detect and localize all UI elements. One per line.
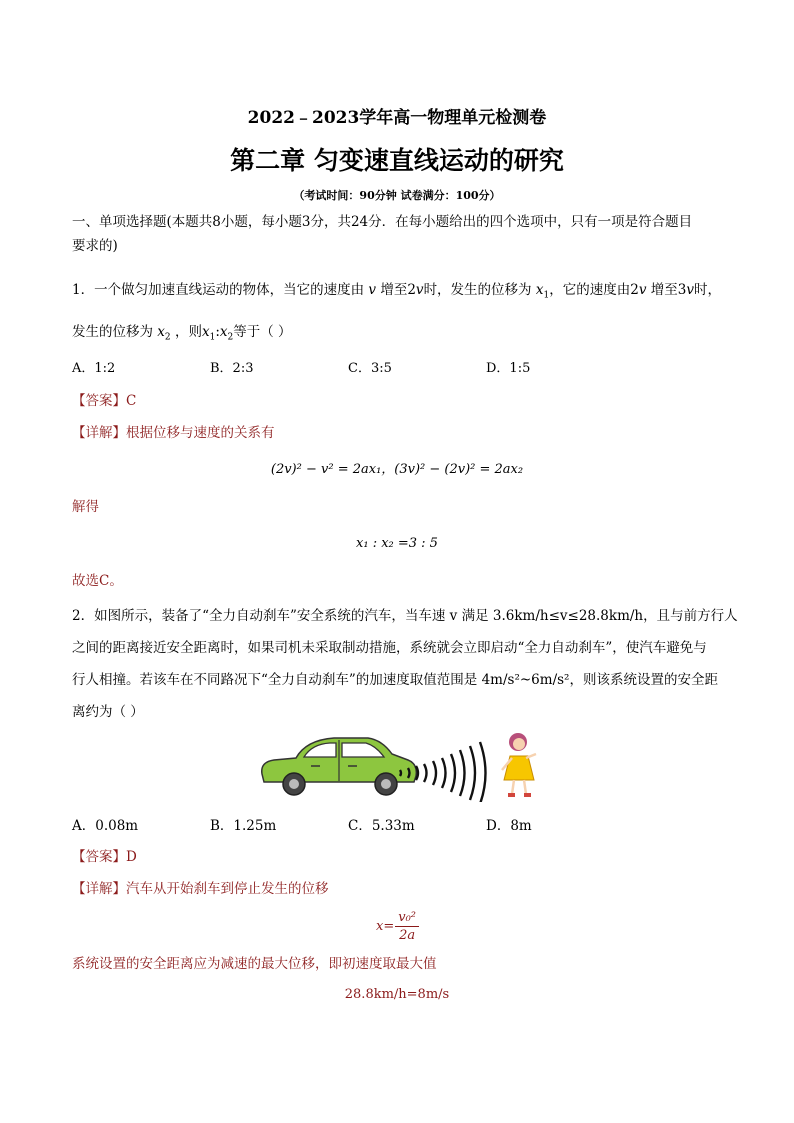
section-heading-cont: 要求的) [72, 238, 118, 254]
q1-answer: 【答案】C [72, 393, 137, 409]
q2-formula-denominator: 2a [399, 927, 416, 943]
q2-stem-line3: 行人相撞。若该车在不同路况下“全力自动刹车”的加速度取值范围是 4m/s²~6m/s²，则该系统设置的安全距 [72, 672, 718, 688]
q1-option-b: B．2:3 [210, 361, 254, 376]
q1-detail: 【详解】根据位移与速度的关系有 [72, 425, 275, 441]
q1-option-a: A．1:2 [72, 361, 116, 376]
q2-formula [376, 906, 419, 946]
q2-formula-lhs: x= [376, 918, 395, 934]
section-heading: 一、单项选择题(本题共8小题，每小题3分，共24分．在每小题给出的四个选项中，只有一项是符合题目 [72, 214, 693, 230]
q2-stem-line1: 2．如图所示，装备了“全力自动刹车”安全系统的汽车，当车速 v 满足 3.6km/h≤v≤28.8km/h，且与前方行人 [72, 608, 738, 624]
q1-formula-2: x₁ : x₂ =3 : 5 [356, 536, 438, 551]
car-icon [262, 738, 417, 795]
q2-detail: 【详解】汽车从开始刹车到停止发生的位移 [72, 881, 329, 897]
chapter-title: 第二章 匀变速直线运动的研究 [230, 146, 564, 175]
q1-conclusion: 故选C。 [72, 573, 123, 589]
girl-icon [502, 733, 536, 797]
q2-answer: 【答案】D [72, 849, 137, 865]
q1-stem-line1: 1．一个做匀加速直线运动的物体，当它的速度由 v 增至2v时，发生的位移为 $x_1$，它的速度由2v 增至3v时， [72, 282, 721, 301]
q1-option-c: C．3:5 [348, 361, 392, 376]
q2-option-d: D．8m [486, 818, 532, 834]
q1-solve-label: 解得 [72, 499, 99, 515]
q2-option-a: A．0.08m [72, 818, 139, 834]
q1-option-d: D．1:5 [486, 361, 531, 376]
exam-info: （考试时间：90分钟 试卷满分：100分） [293, 189, 501, 202]
q2-conversion: 28.8km/h=8m/s [344, 987, 450, 1002]
q2-option-c: C．5.33m [348, 818, 415, 834]
exam-year-title: 2022﹣2023学年高一物理单元检测卷 [247, 108, 547, 128]
car-pedestrian-figure [256, 726, 550, 802]
q2-formula-numerator: v₀² [395, 909, 419, 927]
q2-option-b: B．1.25m [210, 818, 277, 834]
q2-explain: 系统设置的安全距离应为减速的最大位移，即初速度取最大值 [72, 956, 437, 972]
q2-stem-line2: 之间的距离接近安全距离时，如果司机未采取制动措施，系统就会立即启动“全力自动刹车”，使汽车避免与 [72, 640, 707, 656]
q2-stem-line4: 离约为（ ） [72, 704, 144, 720]
q1-formula-1: (2v)² − v² = 2ax₁，(3v)² − (2v)² = 2ax₂ [270, 462, 524, 477]
q1-stem-line2: 发生的位移为 $x_2$ ，则$x_1:x_2$等于（ ） [72, 324, 292, 343]
